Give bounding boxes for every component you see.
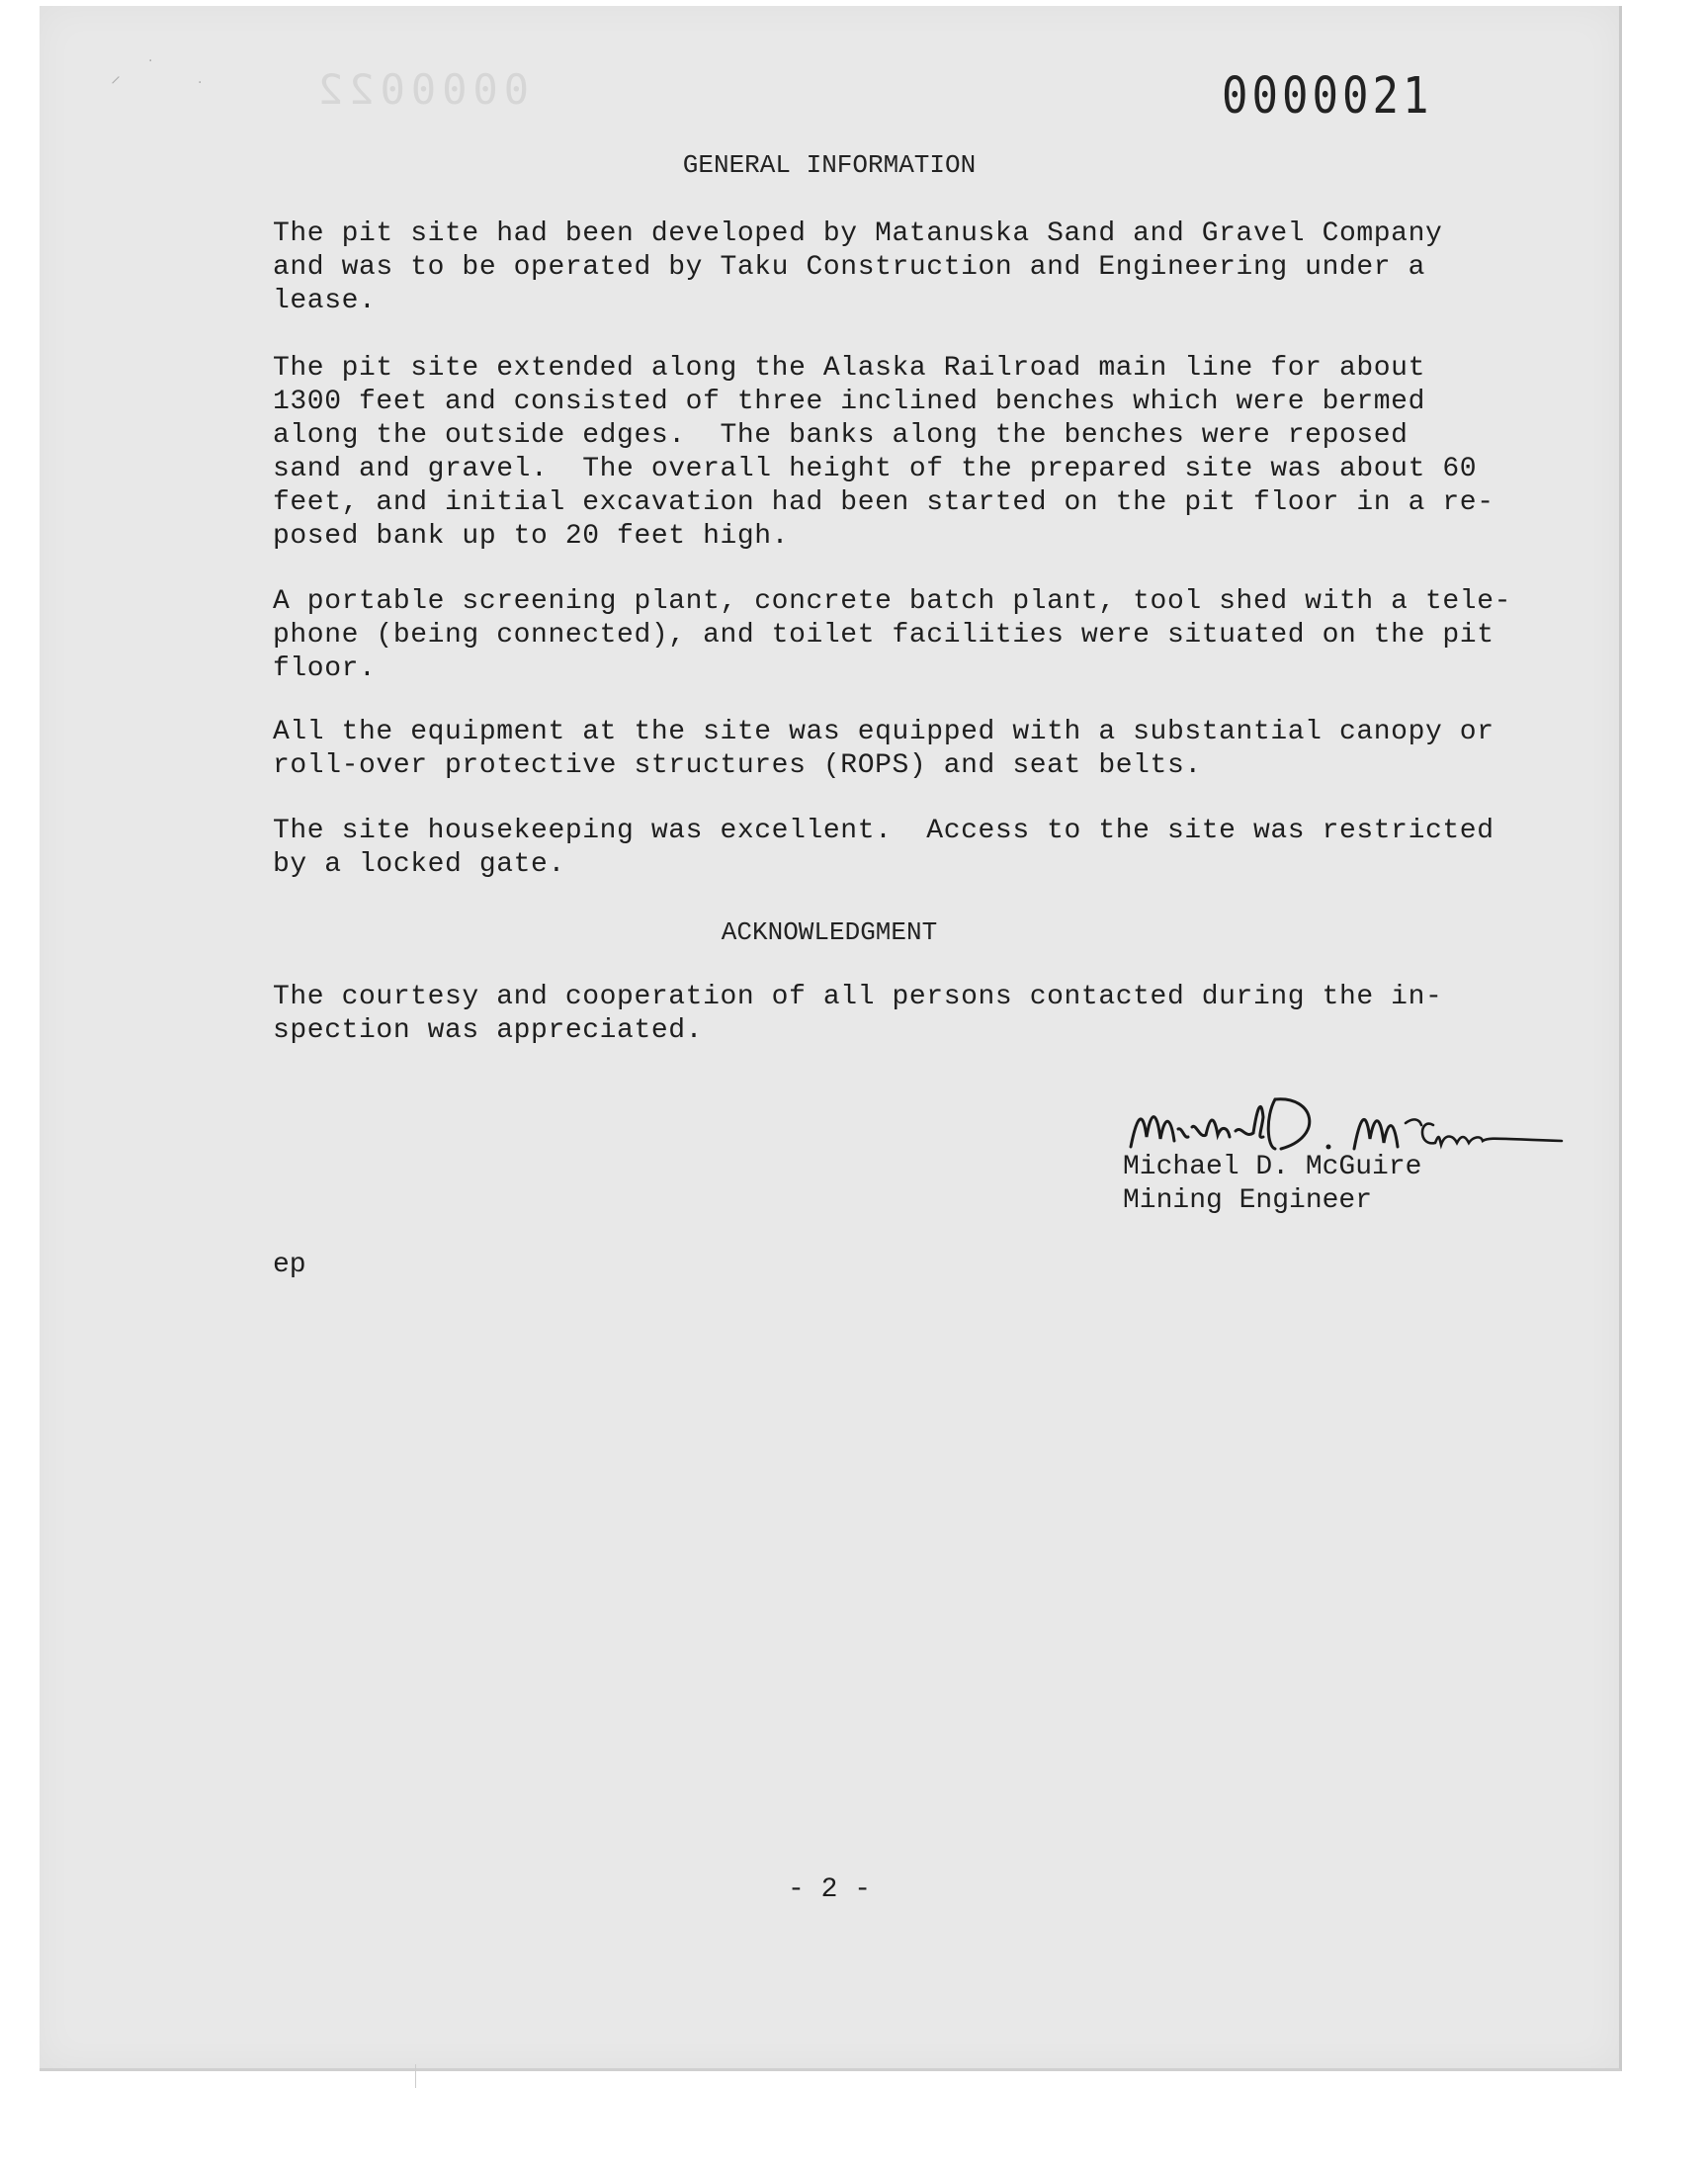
speck-icon: · xyxy=(198,75,203,91)
paragraph-acknowledgment: The courtesy and cooperation of all persons contacted during the in- spection was appreciated. xyxy=(273,982,1443,1046)
document-stamp-number: 0000021 xyxy=(1222,67,1433,126)
paragraph-housekeeping: The site housekeeping was excellent. Access to the site was restricted by a locked gate. xyxy=(273,816,1494,880)
signer-title: Mining Engineer xyxy=(1123,1185,1373,1216)
page-number: - 2 - xyxy=(787,1874,871,1905)
paragraph-pit-site-development: The pit site had been developed by Matanuska Sand and Gravel Company and was to be operated by Taku Construction and Engineering under a lease. xyxy=(273,218,1443,316)
general-information-heading: GENERAL INFORMATION xyxy=(682,150,977,180)
paragraph-pit-site-extent: The pit site extended along the Alaska Railroad main line for about 1300 feet and consisted of three inclined benches which were bermed along the outside edges. The banks along the benches were reposed sand and gravel. The overall height of the prepared site was about 60 feet, and initial excavation had been started on the pit floor in a re- posed bank up to 20 feet high. xyxy=(273,353,1494,552)
bleed-through-number: 0000022 xyxy=(312,65,530,114)
acknowledgment-heading: ACKNOWLEDGMENT xyxy=(721,917,938,947)
paragraph-plant-equipment: A portable screening plant, concrete batch plant, tool shed with a tele- phone (being connected), and toilet facilities were situated on the pit floor. xyxy=(273,586,1511,684)
signer-name: Michael D. McGuire xyxy=(1123,1152,1422,1182)
paragraph-rops: All the equipment at the site was equipped with a substantial canopy or roll-over protective structures (ROPS) and seat belts. xyxy=(273,717,1494,781)
typist-initials: ep xyxy=(273,1250,306,1280)
signature-block xyxy=(1123,1151,1421,1218)
scan-edge-line xyxy=(415,2064,416,2088)
document-page xyxy=(40,6,1622,2071)
speck-icon: · xyxy=(148,53,153,69)
staple-mark-icon: ⸝ xyxy=(111,63,121,87)
